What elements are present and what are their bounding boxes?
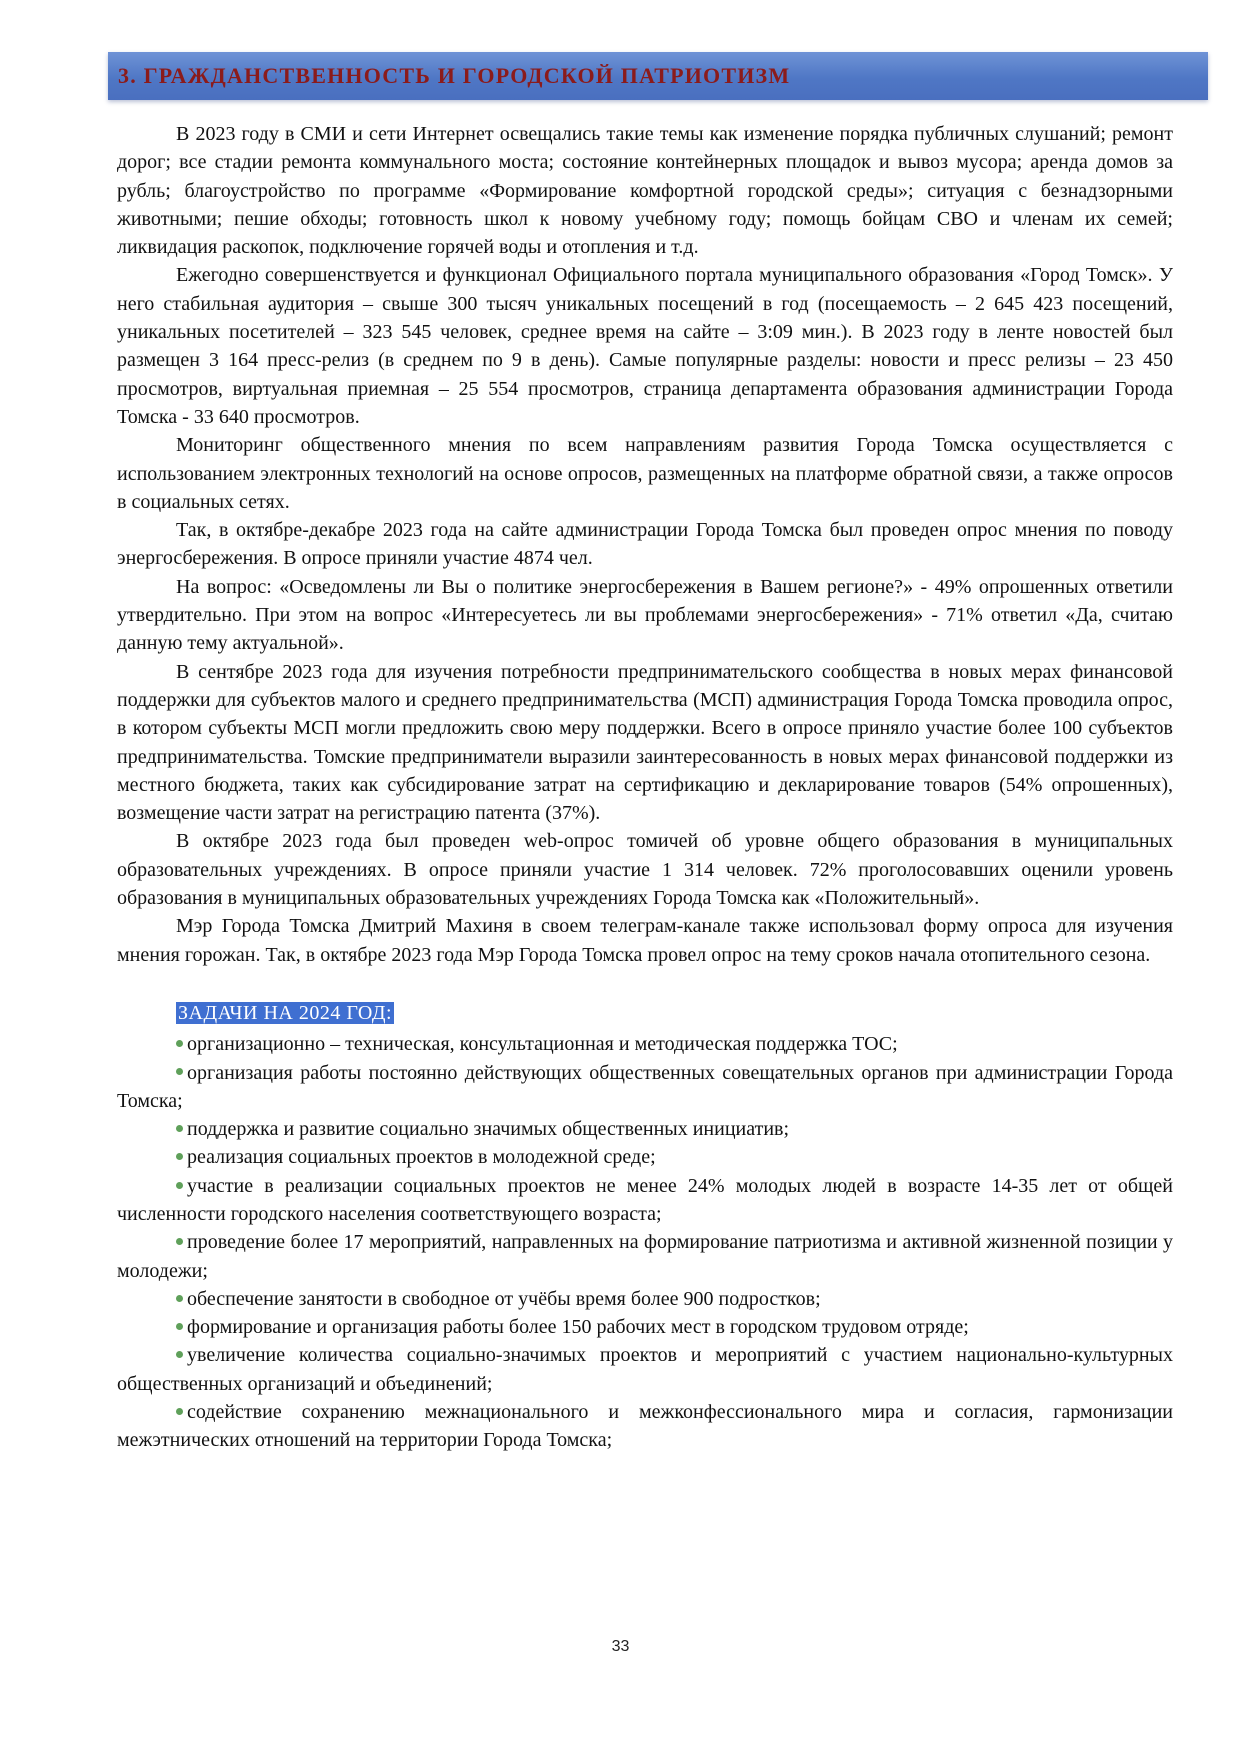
task-text: содействие сохранению межнационального и межконфессионального мира и согласия, гармонизации межэтнических отношений на территории Города Томска; [117,1401,1173,1452]
task-item [117,1059,1173,1116]
task-text: организационно – техническая, консультационная и методическая поддержка ТОС; [187,1033,898,1056]
task-text: участие в реализации социальных проектов не менее 24% молодых людей в возрасте 14-35 лет от общей численности городского населения соответствующего возраста; [117,1174,1173,1225]
page-number: 33 [611,1638,630,1655]
section-title: 3. ГРАЖДАНСТВЕННОСТЬ И ГОРОДСКОЙ ПАТРИОТИЗМ [118,63,791,88]
paragraph: Мэр Города Томска Дмитрий Махиня в своем телеграм-канале также использовал форму опроса для изучения мнения горожан. Так, в октябре 2023 года Мэр Города Томска провел опрос на тему сроков начала отопительного сезона. [117,915,1173,966]
bullet-icon [176,1182,183,1189]
bullet-icon [176,1153,183,1160]
bullet-icon [176,1323,183,1330]
task-item [117,1313,1173,1341]
bullet-icon [176,1125,183,1132]
task-item [117,1172,1173,1229]
bullet-icon [176,1238,183,1245]
paragraph: Так, в октябре-декабре 2023 года на сайте администрации Города Томска был проведен опрос мнения по поводу энергосбережения. В опросе приняли участие 4874 чел. [117,519,1173,570]
bullet-icon [176,1351,183,1358]
task-item [117,1341,1173,1398]
task-text: проведение более 17 мероприятий, направленных на формирование патриотизма и активной жизненной позиции у молодежи; [117,1231,1173,1282]
task-item [117,1143,1173,1171]
paragraph: Ежегодно совершенствуется и функционал Официального портала муниципального образования «Город Томск». У него стабильная аудитория – свыше 300 тысяч уникальных посещений в год (посещаемость – 2 645 423 посещений, уникальных посетителей – 323 545 человек, среднее время на сайте – 3:09 мин.). В 2023 году в ленте новостей был размещен 3 164 пресс-релиз (в среднем по 9 в день). Самые популярные разделы: новости и пресс релизы – 23 450 просмотров, виртуальная приемная – 25 554 просмотров, страница департамента образования администрации Города Томска - 33 640 просмотров. [117,264,1173,428]
section-header [108,52,1208,100]
task-text: обеспечение занятости в свободное от учёбы время более 900 подростков; [187,1287,821,1310]
task-text: организация работы постоянно действующих общественных совещательных органов при администрации Города Томска; [117,1061,1173,1112]
task-text: увеличение количества социально-значимых проектов и мероприятий с участием национально-культурных общественных организаций и объединений; [117,1344,1173,1395]
task-item [117,1115,1173,1143]
paragraph: На вопрос: «Осведомлены ли Вы о политике энергосбережения в Вашем регионе?» - 49% опрошенных ответили утвердительно. При этом на вопрос «Интересуетесь ли вы проблемами энергосбережения» - 71% ответил «Да, считаю данную тему актуальной». [117,575,1173,655]
paragraph: В 2023 году в СМИ и сети Интернет освещались такие темы как изменение порядка публичных слушаний; ремонт дорог; все стадии ремонта коммунального моста; состояние контейнерных площадок и вывоз мусора; аренда домов за рубль; благоустройство по программе «Формирование комфортной городской среды»; ситуация с безнадзорными животными; пешие обходы; готовность школ к новому учебному году; помощь бойцам СВО и членам их семей; ликвидация раскопок, подключение горячей воды и отопления и т.д. [117,123,1173,259]
task-item [117,1398,1173,1455]
bullet-icon [176,1295,183,1302]
document-body [117,120,1173,1455]
task-item [117,1228,1173,1285]
bullet-icon [176,1408,183,1415]
paragraph: Мониторинг общественного мнения по всем направлениям развития Города Томска осуществляется с использованием электронных технологий на основе опросов, размещенных на платформе обратной связи, а также опросов в социальных сетях. [117,434,1173,513]
task-text: формирование и организация работы более 150 рабочих мест в городском трудовом отряде; [187,1316,969,1339]
bullet-icon [176,1068,183,1075]
task-text: реализация социальных проектов в молодежной среде; [187,1146,656,1169]
paragraph: В октябре 2023 года был проведен web-опрос томичей об уровне общего образования в муниципальных образовательных учреждениях. В опросе приняли участие 1 314 человек. 72% проголосовавших оценили уровень образования в муниципальных образовательных учреждениях Города Томска как «Положительный». [117,830,1173,910]
paragraph: В сентябре 2023 года для изучения потребности предпринимательского сообщества в новых мерах финансовой поддержки для субъектов малого и среднего предпринимательства (МСП) администрация Города Томска проводила опрос, в котором субъекты МСП могли предложить свою меру поддержки. Всего в опросе приняло участие более 100 субъектов предпринимательства. Томские предприниматели выразили заинтересованность в новых мерах финансовой поддержки из местного бюджета, таких как субсидирование затрат на сертификацию и декларирование товаров (54% опрошенных), возмещение части затрат на регистрацию патента (37%). [117,660,1173,825]
task-text: поддержка и развитие социально значимых общественных инициатив; [187,1118,790,1141]
bullet-icon [176,1040,183,1047]
task-item [117,1285,1173,1313]
tasks-heading-text: ЗАДАЧИ НА 2024 ГОД: [178,1001,393,1024]
task-item [117,1030,1173,1058]
tasks-heading [176,999,1173,1027]
tasks-list [117,1030,1173,1454]
